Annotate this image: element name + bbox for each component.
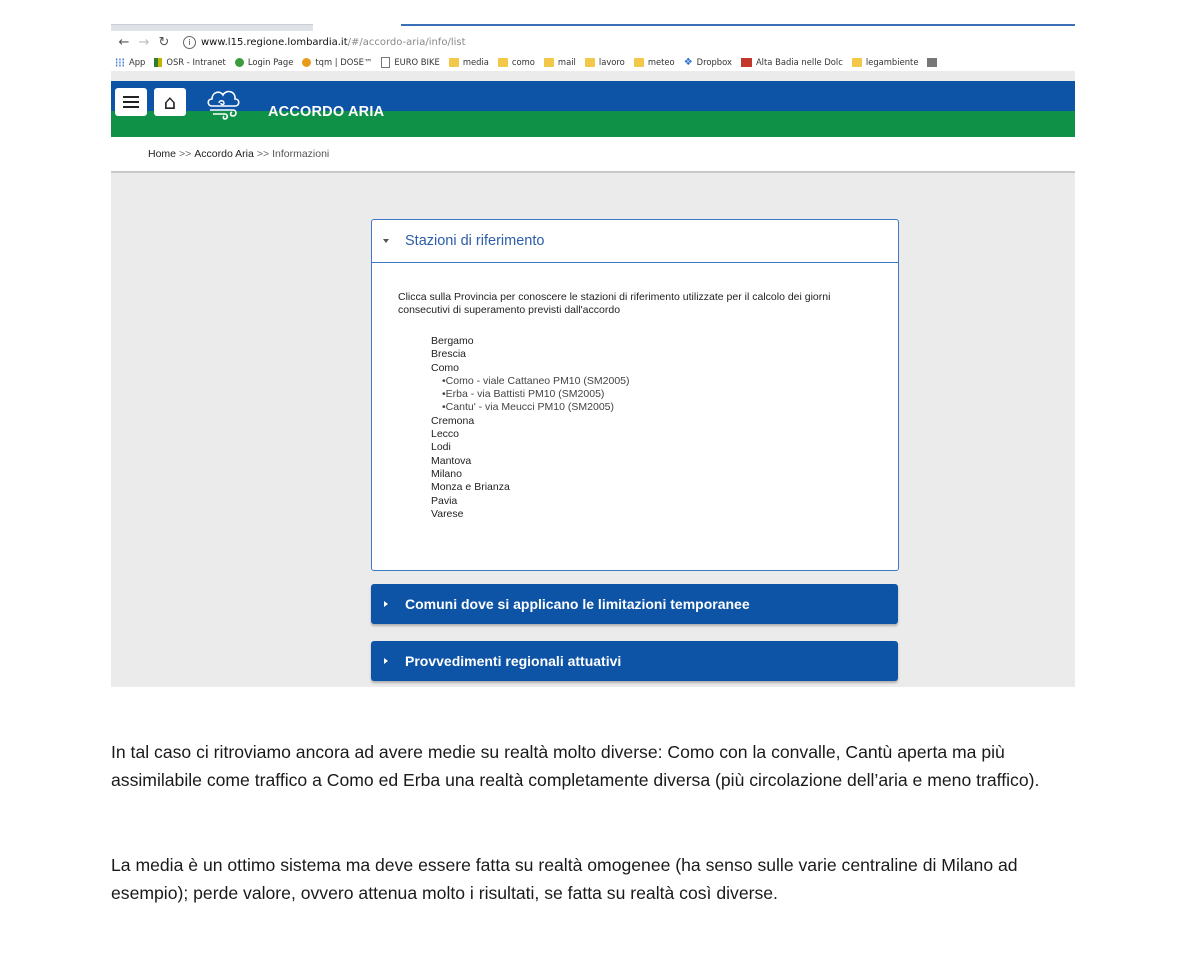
- info-icon[interactable]: i: [183, 36, 196, 49]
- section-comuni-header[interactable]: [371, 584, 898, 624]
- bookmark-label: Dropbox: [696, 57, 732, 67]
- bookmark-label: OSR - Intranet: [166, 57, 226, 67]
- bookmark-overflow-icon[interactable]: [927, 58, 941, 67]
- stazioni-panel-header[interactable]: [372, 220, 898, 263]
- url-host: www.l15.regione.lombardia.it: [201, 36, 348, 48]
- station-item: •Cantu' - via Meucci PM10 (SM2005): [442, 401, 614, 414]
- browser-tab-strip: [111, 22, 1075, 31]
- breadcrumb: [111, 137, 1075, 173]
- folder-icon: [449, 58, 459, 67]
- bookmark-item[interactable]: [585, 57, 625, 67]
- bookmark-label: mail: [557, 57, 576, 67]
- bookmark-item[interactable]: [449, 57, 489, 67]
- bookmark-label: Login Page: [247, 57, 294, 67]
- bookmark-label: Alta Badia nelle Dolc: [755, 57, 843, 67]
- breadcrumb-separator: >>: [179, 148, 192, 160]
- dropbox-icon: ❖: [683, 56, 693, 68]
- section-comuni-label: Comuni dove si applicano le limitazioni temporanee: [405, 596, 750, 612]
- alta-badia-icon: [741, 58, 752, 67]
- folder-icon: [852, 58, 862, 67]
- province-item[interactable]: Lecco: [431, 428, 460, 441]
- document-icon: [381, 57, 390, 68]
- menu-button[interactable]: [115, 88, 147, 116]
- section-provvedimenti-header[interactable]: [371, 641, 898, 681]
- bookmark-item[interactable]: [154, 57, 225, 67]
- bookmark-item[interactable]: [852, 57, 919, 67]
- app-header: [111, 81, 1075, 137]
- province-item[interactable]: Como: [431, 361, 460, 374]
- panel-title: Stazioni di riferimento: [405, 233, 545, 249]
- bookmark-item[interactable]: [634, 57, 675, 67]
- bookmark-item[interactable]: [498, 57, 535, 67]
- back-arrow-icon[interactable]: ←: [118, 34, 130, 50]
- globe-icon: [235, 58, 244, 67]
- caret-right-icon: [384, 601, 388, 607]
- bookmark-item[interactable]: [741, 57, 843, 67]
- bookmark-label: media: [462, 57, 489, 67]
- station-item: •Erba - via Battisti PM10 (SM2005): [442, 388, 605, 401]
- bookmark-label: como: [511, 57, 535, 67]
- province-item[interactable]: Monza e Brianza: [431, 481, 510, 494]
- document-paragraph-1: In tal caso ci ritroviamo ancora ad avere medie su realtà molto diverse: Como con la convalle, Cantù aperta ma più assimilabile come traffico a Como ed Erba una realtà completamente diversa (più circolazione dell’aria e meno traffico).: [111, 742, 1040, 790]
- bookmark-label: meteo: [647, 57, 675, 67]
- home-icon: ⌂: [163, 90, 177, 114]
- app-title: ACCORDO ARIA: [268, 104, 385, 120]
- address-bar: [111, 31, 1075, 53]
- bookmark-item[interactable]: [115, 57, 145, 67]
- url-path: /#/accordo-aria/info/list: [347, 36, 466, 48]
- bookmark-label: App: [129, 57, 146, 67]
- province-item[interactable]: Milano: [431, 467, 462, 480]
- section-provvedimenti-label: Provvedimenti regionali attuativi: [405, 653, 622, 669]
- bookmark-item[interactable]: [302, 57, 372, 67]
- province-item[interactable]: Pavia: [431, 494, 458, 507]
- province-item[interactable]: Lodi: [431, 441, 451, 454]
- breadcrumb-current: Informazioni: [272, 148, 330, 160]
- flag-icon: [154, 58, 162, 67]
- header-green-band: [111, 111, 1075, 137]
- province-item[interactable]: Mantova: [431, 454, 472, 467]
- panel-intro-text: Clicca sulla Provincia per conoscere le stazioni di riferimento utilizzate per il calcolo dei giorni consecutivi di superamento previsti dall'accordo: [398, 291, 831, 316]
- folder-icon: [634, 58, 644, 67]
- url-field[interactable]: [183, 36, 466, 49]
- bookmark-label: lavoro: [598, 57, 625, 67]
- bookmark-label: tqm | DOSE™: [315, 57, 373, 67]
- province-item[interactable]: Varese: [431, 507, 464, 520]
- embedded-screenshot: [111, 22, 1075, 687]
- bookmark-item[interactable]: [684, 57, 732, 67]
- province-item[interactable]: Bergamo: [431, 335, 474, 347]
- home-button[interactable]: [154, 88, 186, 116]
- bookmark-item[interactable]: [544, 57, 576, 67]
- bookmark-label: EURO BIKE: [394, 57, 440, 67]
- province-item[interactable]: Cremona: [431, 414, 475, 427]
- hamburger-icon: [123, 93, 139, 111]
- apps-grid-icon: [115, 58, 125, 67]
- breadcrumb-home[interactable]: Home: [148, 148, 177, 160]
- reload-icon[interactable]: ↻: [158, 34, 170, 50]
- document-paragraph-2: La media è un ottimo sistema ma deve essere fatta su realtà omogenee (ha senso sulle varie centraline di Milano ad esempio); perde valore, ovvero attenua molto i risultati, se fatta su realtà così diverse.: [111, 855, 1018, 903]
- stazioni-panel: [371, 219, 899, 571]
- caret-right-icon: [384, 658, 388, 664]
- bookmark-item[interactable]: [235, 57, 294, 67]
- province-item[interactable]: Brescia: [431, 348, 467, 361]
- bookmark-item[interactable]: [381, 57, 440, 68]
- cloud-wind-logo-icon: [203, 83, 243, 125]
- folder-icon: [498, 58, 508, 67]
- bookmark-label: legambiente: [865, 57, 919, 67]
- breadcrumb-accordo-aria[interactable]: Accordo Aria: [194, 148, 254, 160]
- caret-down-icon: [383, 239, 389, 243]
- folder-icon: [585, 58, 595, 67]
- forward-arrow-icon[interactable]: →: [138, 34, 150, 50]
- bookmarks-bar: [111, 53, 1075, 71]
- station-item: •Como - viale Cattaneo PM10 (SM2005): [442, 374, 630, 387]
- folder-icon: [544, 58, 554, 67]
- province-list: [398, 335, 872, 521]
- breadcrumb-separator: >>: [256, 148, 270, 160]
- q-icon: [302, 58, 311, 67]
